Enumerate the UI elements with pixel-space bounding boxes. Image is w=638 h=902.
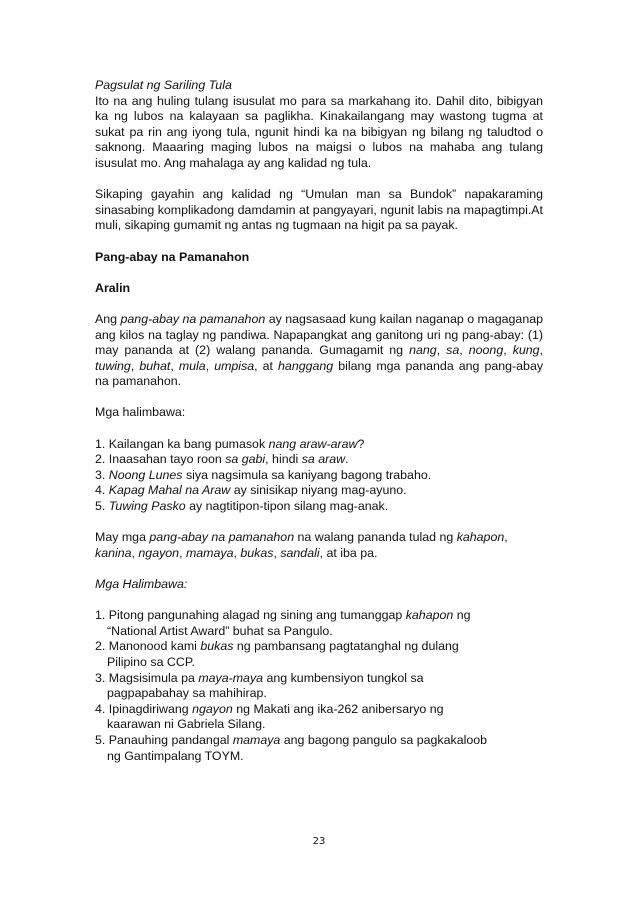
section-title-pagsulat: Pagsulat ng Sariling Tula: [95, 78, 232, 92]
paragraph-pagsulat-2: Sikaping gayahin ang kalidad ng “Umulan man sa Bundok” napakaraming sinasabing komplikadong damdamin at pangyayari, ngunit labis na mapagtimpi.At muli, sikaping gumamit ng antas ng tugmaan na higit pa sa payak.: [95, 187, 543, 233]
example-item: 1. Pitong pangunahing alagad ng sining ang tumanggap kahapon ng “National Artist Award” buhat sa Pangulo.: [95, 608, 471, 638]
paragraph-pagsulat-1: Ito na ang huling tulang isusulat mo para sa markahang ito. Dahil dito, bibigyan ka ng lubos na kalayaan sa paglikha. Kinakailangang may wastong tugma at sukat pa rin ang iyong tula, ngunit hindi ka na bibigyan ng bilang ng taludtod o saknong. Maaaring maging lubos na maigsi o lubos na mahaba ang tulang isusulat mo. Ang mahalaga ay ang kalidad ng tula.: [95, 93, 543, 170]
example-item: 2. Inaasahan tayo roon sa gabi, hindi sa araw.: [95, 452, 349, 467]
paragraph-walang-pananda: May mga pang-abay na pamanahon na walang pananda tulad ng kahapon, kanina, ngayon, mamaya, bukas, sandali, at iba pa.: [95, 530, 508, 560]
example-item: 5. Tuwing Pasko ay nagtitipon-tipon silang mag-anak.: [95, 499, 389, 514]
heading-pang-abay-na-pamanahon: Pang-abay na Pamanahon: [95, 249, 250, 264]
label-mga-halimbawa: Mga halimbawa:: [95, 405, 186, 420]
example-item: 2. Manonood kami bukas ng pambansang pagtatanghal ng dulang Pilipino sa CCP.: [95, 639, 459, 669]
page-number: 23: [312, 836, 326, 847]
example-item: 1. Kailangan ka bang pumasok nang araw-araw?: [95, 436, 365, 451]
paragraph-aralin: Ang pang-abay na pamanahon ay nagsasaad kung kailan naganap o magaganap ang kilos na taglay ng pandiwa. Napapangkat ang ganitong uri ng pang-abay: (1) may pananda at (2) walang pananda. Gumagamit ng nang, sa, noong, kung, tuwing, buhat, mula, umpisa, at hanggang bilang mga pananda ang pang-abay na pamanahon.: [95, 311, 544, 389]
example-item: 4. Ipinagdiriwang ngayon ng Makati ang ika-262 anibersaryo ng kaarawan ni Gabriela Silang.: [95, 701, 444, 732]
example-item: 3. Noong Lunes siya nagsimula sa kaniyang bagong trabaho.: [95, 467, 432, 482]
example-item: 4. Kapag Mahal na Araw ay sinisikap niyang mag-ayuno.: [95, 483, 407, 498]
heading-aralin: Aralin: [95, 280, 131, 295]
label-mga-halimbawa-2: Mga Halimbawa:: [95, 577, 188, 591]
example-item: 5. Panauhing pandangal mamaya ang bagong pangulo sa pagkakaloob ng Gantimpalang TOYM.: [95, 732, 488, 763]
example-item: 3. Magsisimula pa maya-maya ang kumbensiyon tungkol sa pagpapabahay sa mahihirap.: [95, 670, 424, 701]
